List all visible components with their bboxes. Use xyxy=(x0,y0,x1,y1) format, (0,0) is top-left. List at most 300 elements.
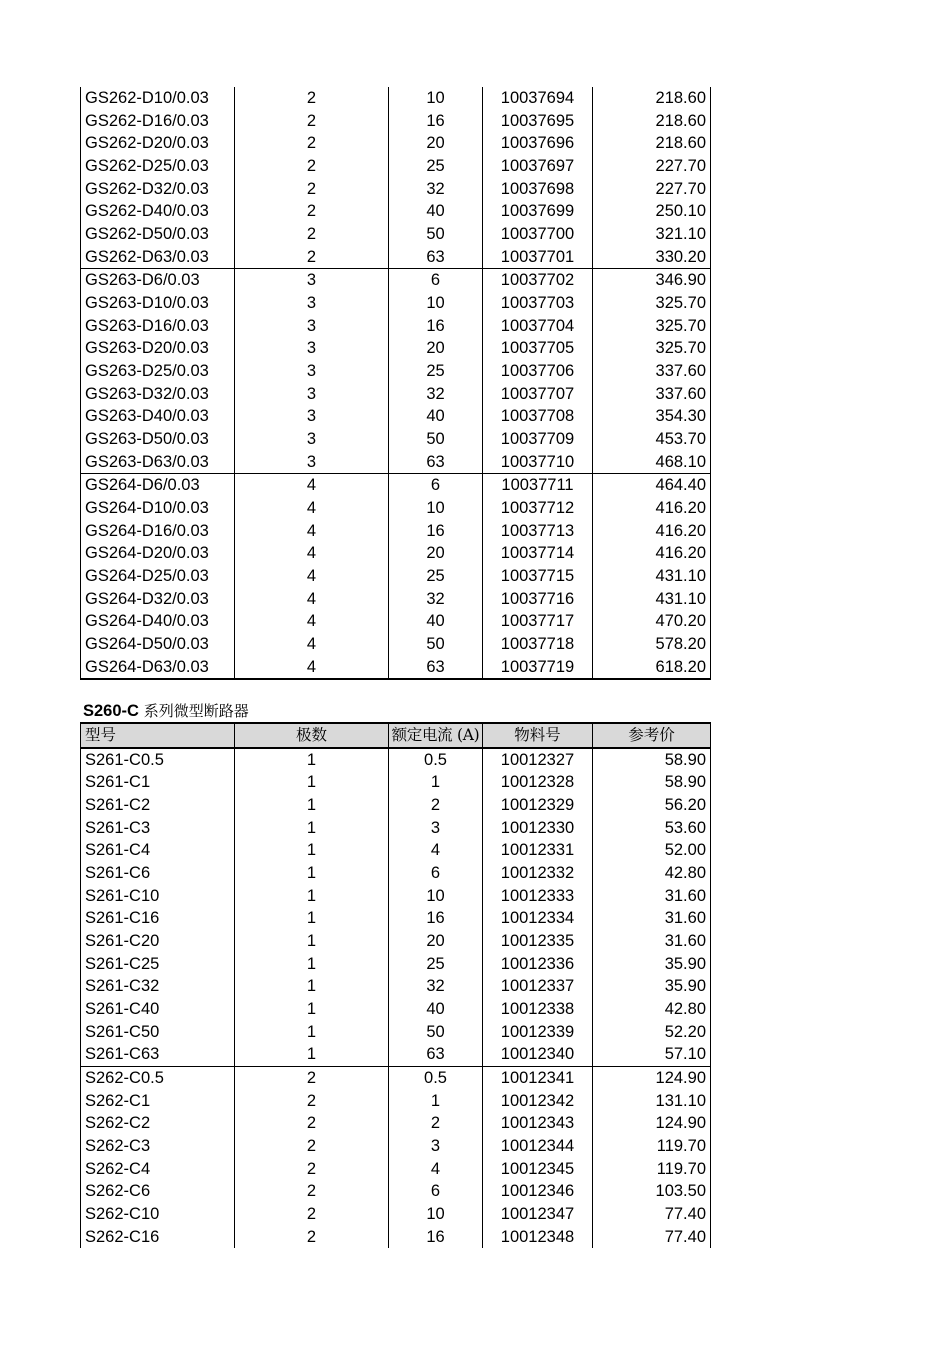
cell-price: 131.10 xyxy=(593,1090,711,1113)
table-row xyxy=(81,1021,711,1044)
cell-model: S261-C2 xyxy=(81,794,235,817)
cell-price: 227.70 xyxy=(593,178,711,201)
cell-rated-current: 63 xyxy=(389,1043,483,1066)
cell-poles: 2 xyxy=(235,1090,389,1113)
cell-model: S261-C63 xyxy=(81,1043,235,1066)
cell-part-number: 10012331 xyxy=(483,839,593,862)
cell-price: 346.90 xyxy=(593,269,711,292)
table-row xyxy=(81,1226,711,1249)
cell-price: 53.60 xyxy=(593,817,711,840)
cell-price: 42.80 xyxy=(593,862,711,885)
cell-part-number: 10012333 xyxy=(483,885,593,908)
header-part-number: 物料号 xyxy=(483,723,593,748)
table-row xyxy=(81,337,711,360)
cell-poles: 1 xyxy=(235,998,389,1021)
cell-poles: 1 xyxy=(235,907,389,930)
cell-model: GS262-D40/0.03 xyxy=(81,200,235,223)
table-row xyxy=(81,885,711,908)
cell-model: GS263-D16/0.03 xyxy=(81,315,235,338)
table-row xyxy=(81,771,711,794)
cell-model: S262-C3 xyxy=(81,1135,235,1158)
table-row xyxy=(81,383,711,406)
cell-rated-current: 6 xyxy=(389,862,483,885)
cell-rated-current: 16 xyxy=(389,520,483,543)
cell-model: S262-C4 xyxy=(81,1158,235,1181)
cell-model: S261-C25 xyxy=(81,953,235,976)
cell-poles: 4 xyxy=(235,656,389,680)
cell-part-number: 10012336 xyxy=(483,953,593,976)
cell-model: S262-C16 xyxy=(81,1226,235,1249)
cell-part-number: 10037714 xyxy=(483,542,593,565)
cell-rated-current: 3 xyxy=(389,817,483,840)
cell-model: S261-C4 xyxy=(81,839,235,862)
table-row xyxy=(81,542,711,565)
cell-rated-current: 2 xyxy=(389,1112,483,1135)
cell-part-number: 10037711 xyxy=(483,474,593,497)
cell-rated-current: 25 xyxy=(389,360,483,383)
cell-part-number: 10012339 xyxy=(483,1021,593,1044)
cell-model: S261-C20 xyxy=(81,930,235,953)
cell-part-number: 10037696 xyxy=(483,132,593,155)
cell-price: 337.60 xyxy=(593,383,711,406)
cell-model: GS263-D63/0.03 xyxy=(81,451,235,474)
cell-rated-current: 1 xyxy=(389,1090,483,1113)
cell-poles: 4 xyxy=(235,497,389,520)
header-rated-current: 额定电流 (A) xyxy=(389,723,483,748)
cell-price: 416.20 xyxy=(593,520,711,543)
gs260-price-table xyxy=(80,87,711,680)
cell-part-number: 10037717 xyxy=(483,610,593,633)
cell-model: GS262-D50/0.03 xyxy=(81,223,235,246)
cell-poles: 2 xyxy=(235,1158,389,1181)
cell-rated-current: 4 xyxy=(389,1158,483,1181)
cell-model: GS263-D50/0.03 xyxy=(81,428,235,451)
cell-rated-current: 16 xyxy=(389,315,483,338)
cell-price: 77.40 xyxy=(593,1226,711,1249)
cell-poles: 2 xyxy=(235,178,389,201)
cell-poles: 4 xyxy=(235,565,389,588)
cell-model: S262-C10 xyxy=(81,1203,235,1226)
cell-rated-current: 20 xyxy=(389,132,483,155)
table-row xyxy=(81,520,711,543)
table-row xyxy=(81,223,711,246)
cell-poles: 1 xyxy=(235,748,389,772)
cell-part-number: 10037715 xyxy=(483,565,593,588)
cell-poles: 3 xyxy=(235,405,389,428)
table-row xyxy=(81,1203,711,1226)
cell-model: GS263-D40/0.03 xyxy=(81,405,235,428)
cell-price: 35.90 xyxy=(593,975,711,998)
cell-price: 325.70 xyxy=(593,315,711,338)
table-row xyxy=(81,998,711,1021)
cell-price: 31.60 xyxy=(593,907,711,930)
cell-part-number: 10037704 xyxy=(483,315,593,338)
cell-poles: 1 xyxy=(235,953,389,976)
cell-part-number: 10012340 xyxy=(483,1043,593,1066)
cell-rated-current: 40 xyxy=(389,405,483,428)
s260-price-table xyxy=(80,722,711,1248)
cell-rated-current: 3 xyxy=(389,1135,483,1158)
cell-rated-current: 10 xyxy=(389,497,483,520)
cell-rated-current: 2 xyxy=(389,794,483,817)
cell-model: S262-C2 xyxy=(81,1112,235,1135)
cell-rated-current: 50 xyxy=(389,1021,483,1044)
table-row xyxy=(81,1135,711,1158)
cell-price: 464.40 xyxy=(593,474,711,497)
cell-poles: 2 xyxy=(235,155,389,178)
cell-poles: 4 xyxy=(235,542,389,565)
table-row xyxy=(81,1067,711,1090)
table-row xyxy=(81,656,711,680)
cell-part-number: 10012327 xyxy=(483,748,593,772)
cell-model: GS263-D32/0.03 xyxy=(81,383,235,406)
cell-poles: 4 xyxy=(235,610,389,633)
cell-rated-current: 10 xyxy=(389,292,483,315)
cell-rated-current: 32 xyxy=(389,383,483,406)
cell-price: 325.70 xyxy=(593,337,711,360)
cell-poles: 2 xyxy=(235,1067,389,1090)
table-row xyxy=(81,110,711,133)
cell-model: GS264-D20/0.03 xyxy=(81,542,235,565)
cell-price: 578.20 xyxy=(593,633,711,656)
cell-poles: 3 xyxy=(235,269,389,292)
gs260-table-body xyxy=(81,87,711,679)
cell-rated-current: 25 xyxy=(389,155,483,178)
cell-part-number: 10012345 xyxy=(483,1158,593,1181)
cell-poles: 2 xyxy=(235,1203,389,1226)
header-poles: 极数 xyxy=(235,723,389,748)
table-row xyxy=(81,246,711,269)
header-reference-price: 参考价 xyxy=(593,723,711,748)
cell-poles: 2 xyxy=(235,223,389,246)
cell-rated-current: 63 xyxy=(389,451,483,474)
cell-part-number: 10037718 xyxy=(483,633,593,656)
cell-model: S261-C40 xyxy=(81,998,235,1021)
cell-rated-current: 63 xyxy=(389,656,483,680)
cell-model: GS264-D50/0.03 xyxy=(81,633,235,656)
cell-poles: 1 xyxy=(235,1043,389,1066)
cell-poles: 2 xyxy=(235,246,389,269)
table-row xyxy=(81,565,711,588)
cell-part-number: 10037694 xyxy=(483,87,593,110)
cell-rated-current: 20 xyxy=(389,337,483,360)
cell-price: 227.70 xyxy=(593,155,711,178)
cell-rated-current: 40 xyxy=(389,610,483,633)
cell-price: 218.60 xyxy=(593,132,711,155)
cell-model: GS263-D10/0.03 xyxy=(81,292,235,315)
cell-poles: 3 xyxy=(235,337,389,360)
table-row xyxy=(81,315,711,338)
cell-part-number: 10037719 xyxy=(483,656,593,680)
cell-model: GS264-D40/0.03 xyxy=(81,610,235,633)
cell-model: GS262-D10/0.03 xyxy=(81,87,235,110)
cell-price: 35.90 xyxy=(593,953,711,976)
cell-part-number: 10037710 xyxy=(483,451,593,474)
cell-part-number: 10012347 xyxy=(483,1203,593,1226)
cell-model: GS262-D20/0.03 xyxy=(81,132,235,155)
cell-price: 337.60 xyxy=(593,360,711,383)
cell-rated-current: 25 xyxy=(389,565,483,588)
cell-part-number: 10037709 xyxy=(483,428,593,451)
cell-model: S261-C3 xyxy=(81,817,235,840)
cell-part-number: 10037701 xyxy=(483,246,593,269)
cell-rated-current: 16 xyxy=(389,1226,483,1249)
cell-model: S261-C50 xyxy=(81,1021,235,1044)
cell-part-number: 10037699 xyxy=(483,200,593,223)
table-row xyxy=(81,405,711,428)
cell-price: 124.90 xyxy=(593,1067,711,1090)
cell-rated-current: 32 xyxy=(389,178,483,201)
cell-price: 119.70 xyxy=(593,1135,711,1158)
table-row xyxy=(81,87,711,110)
cell-price: 470.20 xyxy=(593,610,711,633)
cell-price: 119.70 xyxy=(593,1158,711,1181)
cell-poles: 2 xyxy=(235,200,389,223)
table-row xyxy=(81,178,711,201)
cell-price: 58.90 xyxy=(593,748,711,772)
cell-model: GS264-D6/0.03 xyxy=(81,474,235,497)
cell-price: 57.10 xyxy=(593,1043,711,1066)
cell-part-number: 10012346 xyxy=(483,1180,593,1203)
cell-part-number: 10012342 xyxy=(483,1090,593,1113)
cell-part-number: 10037713 xyxy=(483,520,593,543)
table-row xyxy=(81,1158,711,1181)
cell-poles: 2 xyxy=(235,1135,389,1158)
cell-poles: 1 xyxy=(235,1021,389,1044)
cell-rated-current: 1 xyxy=(389,771,483,794)
cell-model: S262-C6 xyxy=(81,1180,235,1203)
cell-part-number: 10037707 xyxy=(483,383,593,406)
cell-rated-current: 10 xyxy=(389,1203,483,1226)
cell-poles: 1 xyxy=(235,771,389,794)
cell-rated-current: 6 xyxy=(389,269,483,292)
cell-model: S261-C6 xyxy=(81,862,235,885)
cell-model: GS264-D16/0.03 xyxy=(81,520,235,543)
cell-rated-current: 40 xyxy=(389,998,483,1021)
cell-model: S262-C0.5 xyxy=(81,1067,235,1090)
cell-poles: 3 xyxy=(235,360,389,383)
table-row xyxy=(81,451,711,474)
cell-part-number: 10012335 xyxy=(483,930,593,953)
table-row xyxy=(81,360,711,383)
cell-price: 416.20 xyxy=(593,497,711,520)
table-row xyxy=(81,817,711,840)
cell-poles: 1 xyxy=(235,839,389,862)
table-row xyxy=(81,748,711,772)
cell-price: 431.10 xyxy=(593,565,711,588)
cell-rated-current: 10 xyxy=(389,885,483,908)
table-row xyxy=(81,1180,711,1203)
cell-model: S261-C1 xyxy=(81,771,235,794)
cell-model: GS263-D25/0.03 xyxy=(81,360,235,383)
cell-part-number: 10012334 xyxy=(483,907,593,930)
cell-model: GS264-D63/0.03 xyxy=(81,656,235,680)
cell-rated-current: 6 xyxy=(389,474,483,497)
cell-model: S261-C0.5 xyxy=(81,748,235,772)
cell-rated-current: 32 xyxy=(389,975,483,998)
cell-price: 77.40 xyxy=(593,1203,711,1226)
cell-part-number: 10037712 xyxy=(483,497,593,520)
cell-rated-current: 50 xyxy=(389,428,483,451)
cell-model: GS262-D63/0.03 xyxy=(81,246,235,269)
cell-price: 42.80 xyxy=(593,998,711,1021)
table-row xyxy=(81,930,711,953)
cell-rated-current: 63 xyxy=(389,246,483,269)
cell-model: GS262-D25/0.03 xyxy=(81,155,235,178)
section-title-code: S260-C xyxy=(83,702,139,720)
cell-poles: 3 xyxy=(235,428,389,451)
cell-poles: 1 xyxy=(235,862,389,885)
cell-part-number: 10012343 xyxy=(483,1112,593,1135)
cell-price: 453.70 xyxy=(593,428,711,451)
cell-rated-current: 10 xyxy=(389,87,483,110)
cell-part-number: 10012341 xyxy=(483,1067,593,1090)
cell-part-number: 10037697 xyxy=(483,155,593,178)
table-row xyxy=(81,132,711,155)
cell-rated-current: 25 xyxy=(389,953,483,976)
cell-model: GS262-D32/0.03 xyxy=(81,178,235,201)
cell-part-number: 10037702 xyxy=(483,269,593,292)
cell-price: 124.90 xyxy=(593,1112,711,1135)
table-row xyxy=(81,588,711,611)
cell-price: 325.70 xyxy=(593,292,711,315)
table-row xyxy=(81,497,711,520)
cell-poles: 1 xyxy=(235,794,389,817)
table-row xyxy=(81,633,711,656)
cell-poles: 4 xyxy=(235,588,389,611)
cell-price: 218.60 xyxy=(593,110,711,133)
cell-rated-current: 32 xyxy=(389,588,483,611)
cell-price: 250.10 xyxy=(593,200,711,223)
cell-rated-current: 4 xyxy=(389,839,483,862)
table-row xyxy=(81,953,711,976)
cell-rated-current: 16 xyxy=(389,907,483,930)
cell-price: 468.10 xyxy=(593,451,711,474)
table-row xyxy=(81,200,711,223)
cell-part-number: 10037716 xyxy=(483,588,593,611)
table-row xyxy=(81,907,711,930)
cell-price: 431.10 xyxy=(593,588,711,611)
cell-rated-current: 16 xyxy=(389,110,483,133)
cell-part-number: 10037700 xyxy=(483,223,593,246)
cell-poles: 2 xyxy=(235,1226,389,1249)
cell-price: 56.20 xyxy=(593,794,711,817)
cell-rated-current: 40 xyxy=(389,200,483,223)
cell-model: S261-C16 xyxy=(81,907,235,930)
section-title-text: 系列微型断路器 xyxy=(138,702,249,720)
cell-poles: 1 xyxy=(235,817,389,840)
table-row xyxy=(81,428,711,451)
cell-model: GS264-D10/0.03 xyxy=(81,497,235,520)
table-row xyxy=(81,975,711,998)
table-row xyxy=(81,610,711,633)
section-title xyxy=(83,700,249,722)
cell-poles: 4 xyxy=(235,633,389,656)
cell-price: 31.60 xyxy=(593,885,711,908)
cell-rated-current: 0.5 xyxy=(389,1067,483,1090)
cell-rated-current: 6 xyxy=(389,1180,483,1203)
cell-poles: 3 xyxy=(235,315,389,338)
cell-poles: 2 xyxy=(235,132,389,155)
s260-table-body xyxy=(81,723,711,1248)
cell-poles: 4 xyxy=(235,520,389,543)
cell-rated-current: 0.5 xyxy=(389,748,483,772)
cell-price: 218.60 xyxy=(593,87,711,110)
cell-poles: 3 xyxy=(235,292,389,315)
table-row xyxy=(81,292,711,315)
cell-price: 103.50 xyxy=(593,1180,711,1203)
cell-rated-current: 50 xyxy=(389,223,483,246)
table-row xyxy=(81,269,711,292)
table-header-row xyxy=(81,723,711,748)
header-model: 型号 xyxy=(81,723,235,748)
cell-price: 354.30 xyxy=(593,405,711,428)
cell-poles: 1 xyxy=(235,975,389,998)
cell-price: 618.20 xyxy=(593,656,711,680)
cell-poles: 1 xyxy=(235,885,389,908)
cell-price: 52.00 xyxy=(593,839,711,862)
cell-part-number: 10037703 xyxy=(483,292,593,315)
cell-poles: 2 xyxy=(235,110,389,133)
table-row xyxy=(81,1043,711,1066)
cell-part-number: 10012344 xyxy=(483,1135,593,1158)
cell-price: 58.90 xyxy=(593,771,711,794)
cell-model: GS263-D20/0.03 xyxy=(81,337,235,360)
cell-model: GS264-D32/0.03 xyxy=(81,588,235,611)
cell-model: S262-C1 xyxy=(81,1090,235,1113)
cell-rated-current: 20 xyxy=(389,930,483,953)
cell-part-number: 10037708 xyxy=(483,405,593,428)
cell-model: GS264-D25/0.03 xyxy=(81,565,235,588)
cell-poles: 1 xyxy=(235,930,389,953)
cell-poles: 4 xyxy=(235,474,389,497)
cell-part-number: 10037705 xyxy=(483,337,593,360)
cell-part-number: 10012328 xyxy=(483,771,593,794)
cell-poles: 2 xyxy=(235,1180,389,1203)
cell-model: GS262-D16/0.03 xyxy=(81,110,235,133)
cell-price: 330.20 xyxy=(593,246,711,269)
cell-model: GS263-D6/0.03 xyxy=(81,269,235,292)
cell-part-number: 10012348 xyxy=(483,1226,593,1249)
cell-part-number: 10012332 xyxy=(483,862,593,885)
table-row xyxy=(81,155,711,178)
cell-price: 31.60 xyxy=(593,930,711,953)
cell-part-number: 10037695 xyxy=(483,110,593,133)
cell-model: S261-C10 xyxy=(81,885,235,908)
cell-part-number: 10012329 xyxy=(483,794,593,817)
cell-part-number: 10012330 xyxy=(483,817,593,840)
table-row xyxy=(81,862,711,885)
table-row xyxy=(81,474,711,497)
cell-part-number: 10012337 xyxy=(483,975,593,998)
cell-poles: 2 xyxy=(235,1112,389,1135)
cell-poles: 2 xyxy=(235,87,389,110)
cell-rated-current: 20 xyxy=(389,542,483,565)
cell-price: 416.20 xyxy=(593,542,711,565)
cell-part-number: 10037698 xyxy=(483,178,593,201)
cell-price: 321.10 xyxy=(593,223,711,246)
cell-poles: 3 xyxy=(235,383,389,406)
table-row xyxy=(81,1090,711,1113)
table-row xyxy=(81,839,711,862)
table-row xyxy=(81,1112,711,1135)
cell-price: 52.20 xyxy=(593,1021,711,1044)
table-row xyxy=(81,794,711,817)
cell-part-number: 10037706 xyxy=(483,360,593,383)
cell-part-number: 10012338 xyxy=(483,998,593,1021)
cell-poles: 3 xyxy=(235,451,389,474)
cell-rated-current: 50 xyxy=(389,633,483,656)
